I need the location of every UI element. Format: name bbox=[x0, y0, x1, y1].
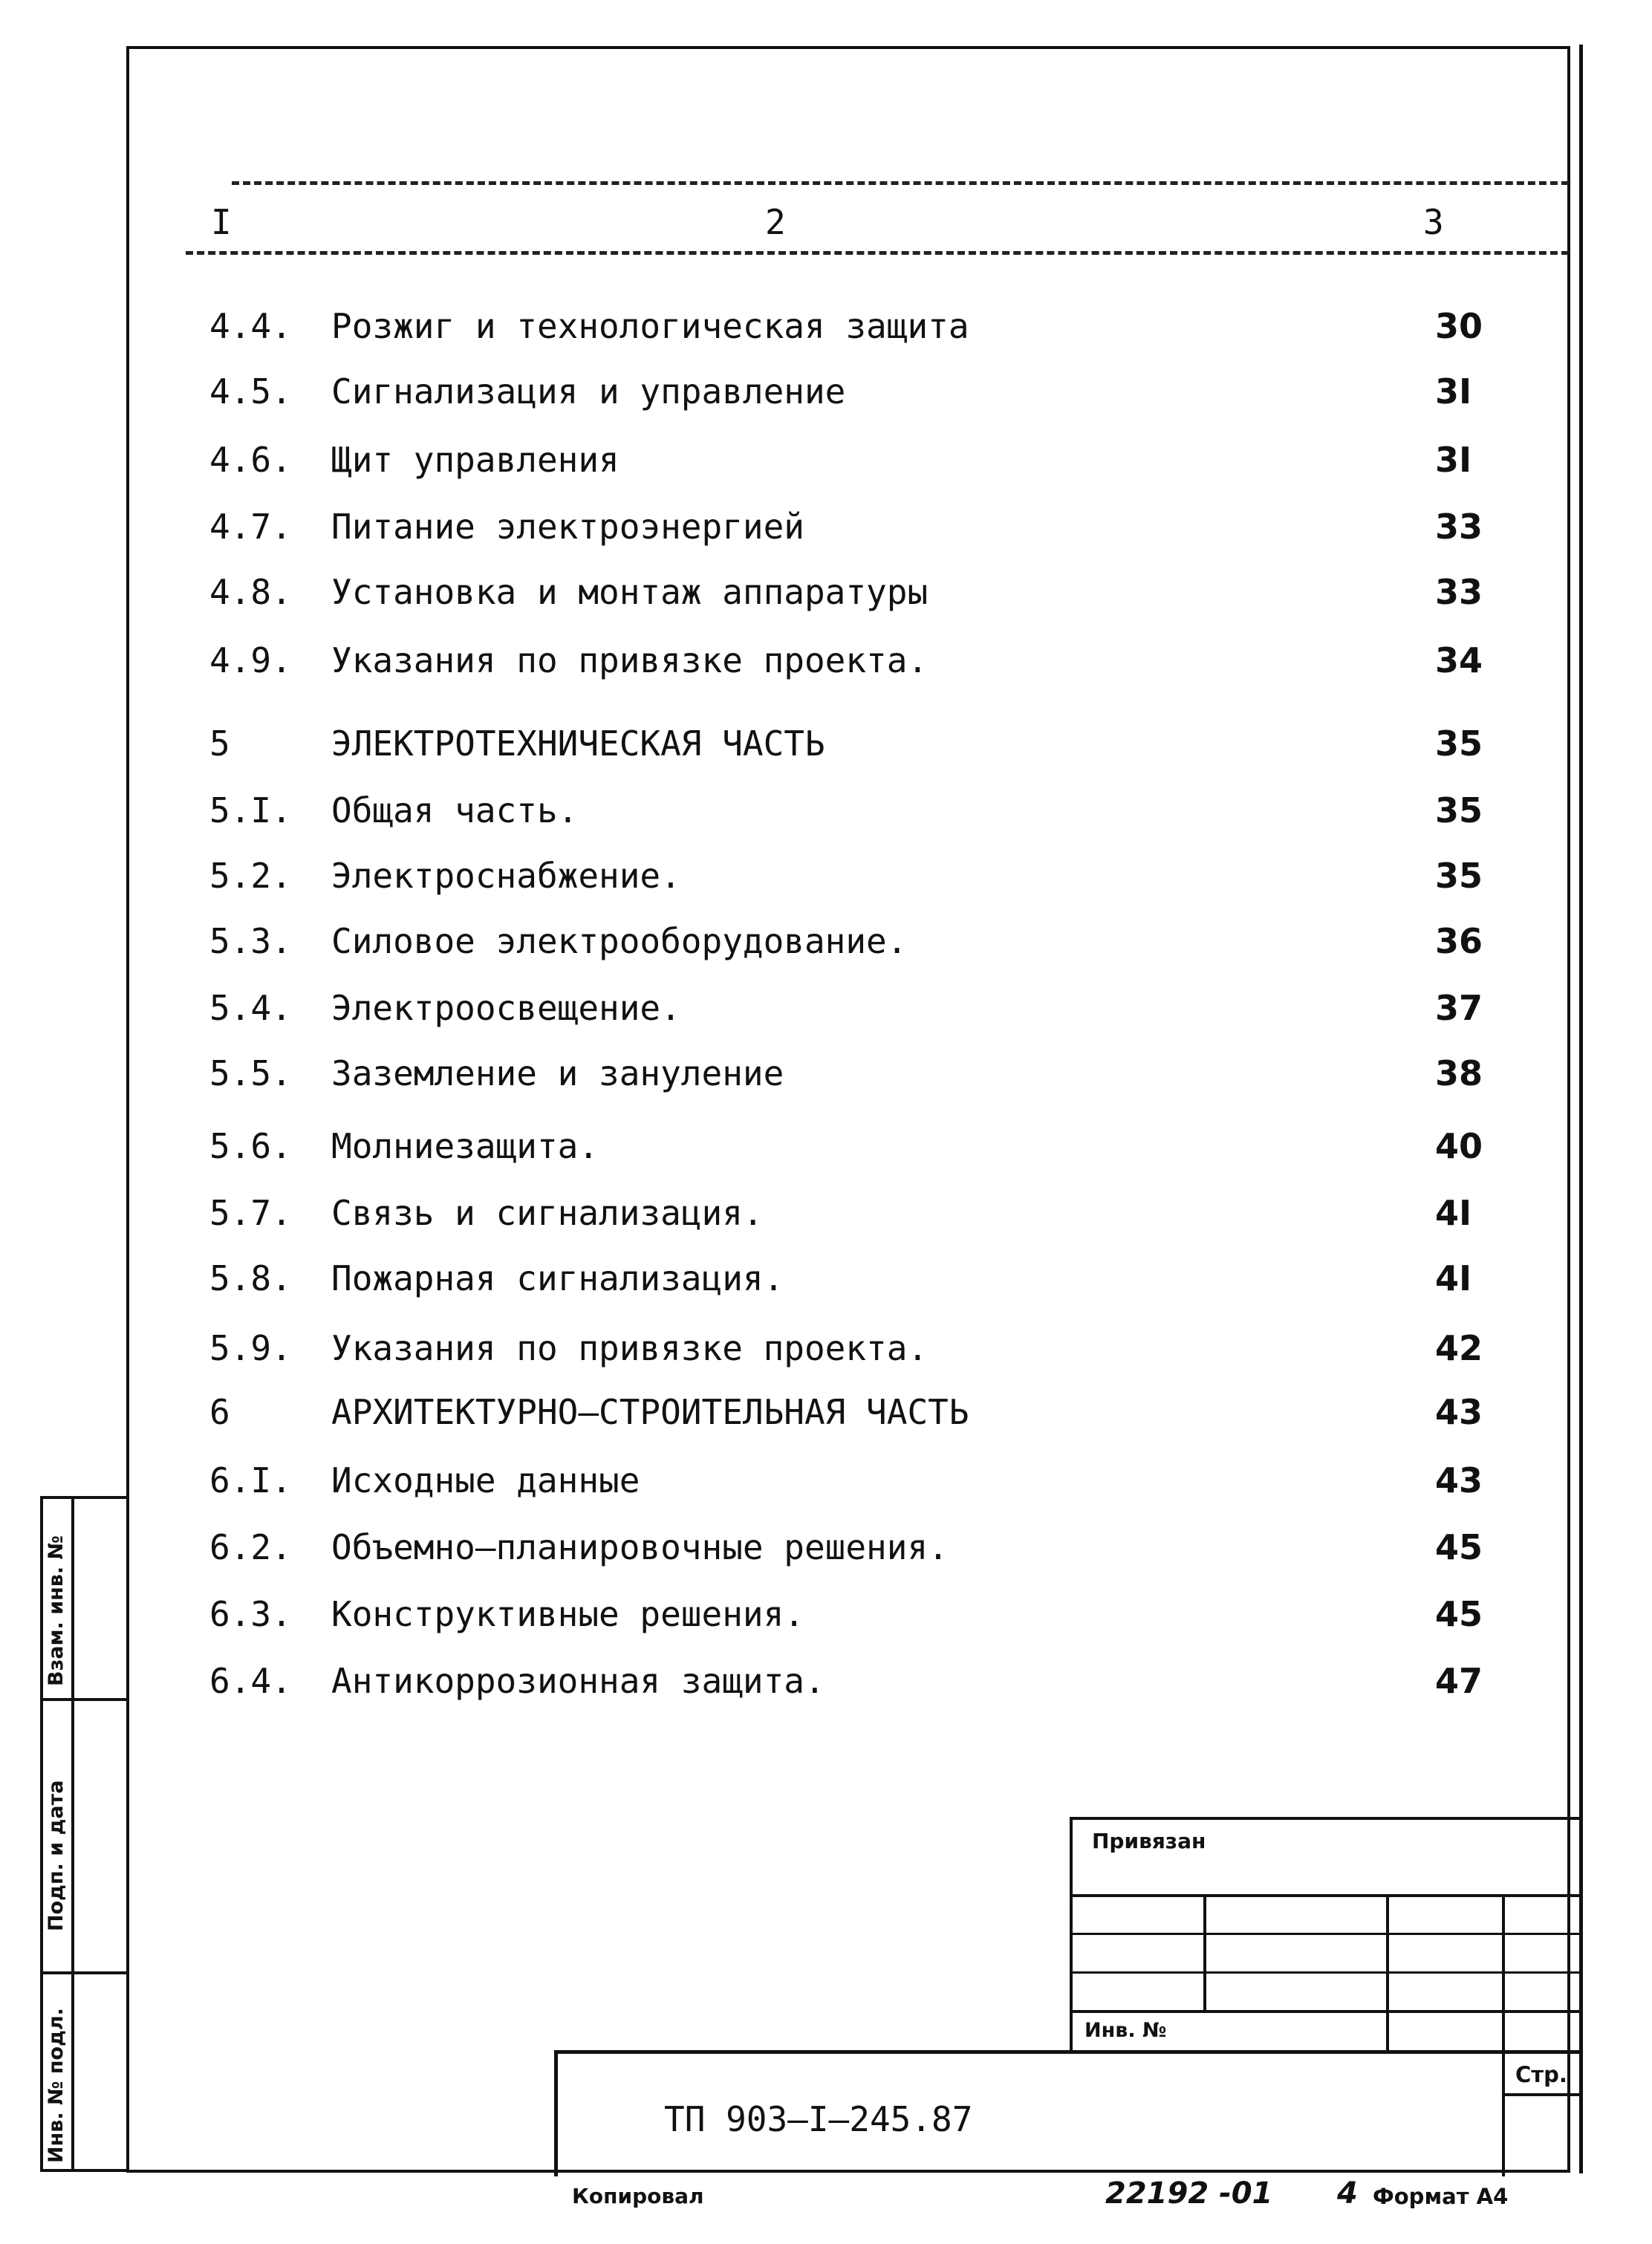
toc-row bbox=[0, 1392, 1652, 1444]
document-code: ТП 903–I–245.87 bbox=[664, 2099, 973, 2139]
toc-row bbox=[0, 1328, 1652, 1380]
header-rule-top bbox=[232, 181, 1569, 185]
toc-page-number: 40 bbox=[1435, 1126, 1483, 1166]
toc-page-number: 4I bbox=[1435, 1193, 1472, 1233]
privyazan-label: Привязан bbox=[1092, 1829, 1206, 1853]
podp-data-label: Подп. и дата bbox=[45, 1780, 68, 1931]
toc-section-title: Электроосвещение. bbox=[331, 988, 681, 1028]
toc-section-title: Силовое электрооборудование. bbox=[331, 921, 908, 961]
toc-row bbox=[0, 790, 1652, 842]
toc-page-number: 4I bbox=[1435, 1258, 1472, 1298]
toc-row bbox=[0, 1053, 1652, 1105]
toc-section-title: Исходные данные bbox=[331, 1460, 640, 1500]
vzam-inv-label: Взам. инв. № bbox=[45, 1535, 68, 1686]
tb-rule bbox=[1070, 1971, 1582, 1974]
toc-row bbox=[0, 1126, 1652, 1178]
tb-rule bbox=[1070, 1894, 1582, 1897]
side-stamp-divider bbox=[40, 1496, 129, 1499]
toc-section-title: Установка и монтаж аппаратуры bbox=[331, 572, 929, 612]
toc-section-number: 6.4. bbox=[209, 1661, 292, 1701]
toc-row bbox=[0, 856, 1652, 908]
toc-section-title: Электроснабжение. bbox=[331, 856, 681, 896]
tb-sheet-rule bbox=[1502, 2093, 1582, 2096]
toc-section-number: 5.4. bbox=[209, 988, 292, 1028]
toc-page-number: 45 bbox=[1435, 1527, 1483, 1567]
toc-section-title: Связь и сигнализация. bbox=[331, 1193, 764, 1233]
copied-by-label: Копировал bbox=[572, 2184, 704, 2208]
side-stamp-divider bbox=[40, 2169, 129, 2172]
side-stamp-divider bbox=[40, 1971, 129, 1974]
toc-page-number: 43 bbox=[1435, 1392, 1483, 1432]
toc-section-title: Розжиг и технологическая защита bbox=[331, 306, 969, 346]
toc-row bbox=[0, 572, 1652, 624]
toc-page-number: 3I bbox=[1435, 371, 1472, 412]
toc-page-number: 3I bbox=[1435, 440, 1472, 480]
toc-section-number: 4.4. bbox=[209, 306, 292, 346]
tb-border bbox=[1070, 1817, 1582, 1820]
toc-section-number: 5.8. bbox=[209, 1258, 292, 1298]
toc-page-number: 43 bbox=[1435, 1460, 1483, 1500]
header-rule-bottom bbox=[186, 251, 1569, 255]
toc-page-number: 45 bbox=[1435, 1594, 1483, 1634]
toc-row bbox=[0, 1527, 1652, 1579]
toc-section-number: 6.3. bbox=[209, 1594, 292, 1634]
toc-page-number: 35 bbox=[1435, 856, 1483, 896]
toc-row bbox=[0, 507, 1652, 559]
toc-section-title: Питание электроэнергией bbox=[331, 507, 804, 547]
side-stamp-inner-border bbox=[71, 1496, 74, 2172]
toc-page-number: 35 bbox=[1435, 790, 1483, 830]
toc-section-number: 5 bbox=[209, 723, 230, 764]
toc-row bbox=[0, 1594, 1652, 1646]
toc-section-title: Щит управления bbox=[331, 440, 620, 480]
inv-no-label: Инв. № bbox=[1084, 2019, 1167, 2042]
toc-section-number: 6 bbox=[209, 1392, 230, 1432]
toc-section-title: Молниезащита. bbox=[331, 1126, 599, 1166]
toc-section-number: 5.6. bbox=[209, 1126, 292, 1166]
order-number: 22192 -01 bbox=[1105, 2176, 1273, 2211]
column-header-2: 2 bbox=[765, 202, 786, 242]
column-header-1: I bbox=[211, 202, 232, 242]
toc-section-title: Объемно–планировочные решения. bbox=[331, 1527, 949, 1567]
tb-col bbox=[1203, 1894, 1206, 2012]
tb-sheet-col bbox=[1502, 2050, 1505, 2176]
toc-page-number: 42 bbox=[1435, 1328, 1483, 1368]
toc-section-title: Указания по привязке проекта. bbox=[331, 1328, 929, 1368]
page-frame bbox=[126, 46, 1570, 2173]
inv-podl-label: Инв. № подл. bbox=[45, 2008, 68, 2163]
toc-section-title: Указания по привязке проекта. bbox=[331, 640, 929, 680]
column-header-3: 3 bbox=[1423, 202, 1444, 242]
toc-section-title: АРХИТЕКТУРНО–СТРОИТЕЛЬНАЯ ЧАСТЬ bbox=[331, 1392, 969, 1432]
toc-page-number: 36 bbox=[1435, 921, 1483, 961]
toc-row bbox=[0, 1661, 1652, 1713]
frame-right-edge bbox=[1579, 45, 1583, 2173]
toc-section-number: 5.I. bbox=[209, 790, 292, 830]
side-stamp-divider bbox=[40, 1698, 129, 1701]
toc-section-title: Общая часть. bbox=[331, 790, 579, 830]
toc-row bbox=[0, 371, 1652, 423]
tb-main-left bbox=[554, 2050, 558, 2176]
toc-section-number: 6.2. bbox=[209, 1527, 292, 1567]
toc-section-number: 6.I. bbox=[209, 1460, 292, 1500]
toc-row bbox=[0, 1460, 1652, 1512]
toc-page-number: 30 bbox=[1435, 306, 1483, 346]
toc-row bbox=[0, 1193, 1652, 1245]
toc-section-number: 4.6. bbox=[209, 440, 292, 480]
toc-section-title: ЭЛЕКТРОТЕХНИЧЕСКАЯ ЧАСТЬ bbox=[331, 723, 825, 764]
toc-section-number: 4.9. bbox=[209, 640, 292, 680]
toc-page-number: 38 bbox=[1435, 1053, 1483, 1093]
toc-page-number: 35 bbox=[1435, 723, 1483, 764]
tb-col bbox=[1386, 1894, 1389, 2052]
tb-col bbox=[1502, 1894, 1505, 2052]
toc-row bbox=[0, 1258, 1652, 1310]
tb-rule bbox=[1070, 1933, 1582, 1935]
format-label: Формат А4 bbox=[1373, 2184, 1509, 2209]
toc-section-title: Сигнализация и управление bbox=[331, 371, 846, 412]
toc-page-number: 34 bbox=[1435, 640, 1483, 680]
toc-section-number: 5.2. bbox=[209, 856, 292, 896]
tb-main-top bbox=[554, 2050, 1582, 2054]
toc-section-title: Заземление и зануление bbox=[331, 1053, 784, 1093]
sheet-number: 4 bbox=[1337, 2176, 1358, 2211]
side-stamp-left-border bbox=[40, 1496, 43, 2172]
toc-row bbox=[0, 640, 1652, 692]
toc-row bbox=[0, 988, 1652, 1040]
toc-page-number: 33 bbox=[1435, 507, 1483, 547]
toc-section-number: 4.8. bbox=[209, 572, 292, 612]
tb-rule bbox=[1070, 2010, 1582, 2013]
toc-section-number: 5.5. bbox=[209, 1053, 292, 1093]
toc-page-number: 37 bbox=[1435, 988, 1483, 1028]
toc-section-number: 5.7. bbox=[209, 1193, 292, 1233]
toc-row bbox=[0, 440, 1652, 492]
toc-section-number: 5.3. bbox=[209, 921, 292, 961]
toc-section-title: Конструктивные решения. bbox=[331, 1594, 804, 1634]
toc-section-number: 4.7. bbox=[209, 507, 292, 547]
toc-section-title: Антикоррозионная защита. bbox=[331, 1661, 825, 1701]
toc-page-number: 47 bbox=[1435, 1661, 1483, 1701]
sheet-label: Стр. bbox=[1515, 2062, 1567, 2087]
toc-row bbox=[0, 921, 1652, 973]
toc-row bbox=[0, 306, 1652, 358]
toc-page-number: 33 bbox=[1435, 572, 1483, 612]
toc-section-number: 5.9. bbox=[209, 1328, 292, 1368]
toc-row bbox=[0, 723, 1652, 775]
toc-section-number: 4.5. bbox=[209, 371, 292, 412]
toc-section-title: Пожарная сигнализация. bbox=[331, 1258, 784, 1298]
